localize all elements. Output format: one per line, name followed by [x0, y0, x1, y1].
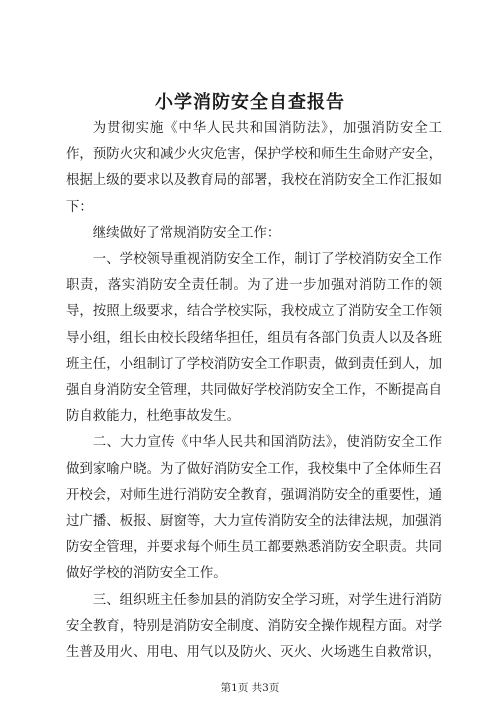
paragraph-intro: 为贯彻实施《中华人民共和国消防法》，加强消防安全工作，预防火灾和减少火灾危害，保护学校和师生生命财产安全，根据上级的要求以及教育局的部署，我校在消防安全工作汇报如下： [66, 121, 442, 215]
paragraph-summary: 继续做好了常规消防安全工作： [92, 225, 281, 241]
document-body [66, 116, 442, 666]
paragraph-section-1: 一、学校领导重视消防安全工作，制订了学校消防安全工作职责，落实消防安全责任制。为了进一步加强对消防工作的领导，按照上级要求，结合学校实际，我校成立了消防安全工作领导小组，组长由校长段绪华担任，组员有各部门负责人以及各班班主任，小组制订了学校消防安全工作职责，做到责任到人，加强自身消防安全管理，共同做好学校消防安全工作，不断提高自防自救能力，杜绝事故发生。 [66, 252, 442, 425]
paragraph-section-2: 二、大力宣传《中华人民共和国消防法》，使消防安全工作做到家喻户晓。为了做好消防安全工作，我校集中了全体师生召开校会，对师生进行消防安全教育，强调消防安全的重要性，通过广播、板报、厨窗等，大力宣传消防安全的法律法规，加强消防安全管理，并要求每个师生员工都要熟悉消防安全职责。共同做好学校的消防安全工作。 [66, 435, 442, 582]
page-footer: 第1页 共3页 [220, 682, 280, 694]
page-title: 小学消防安全自查报告 [155, 92, 345, 113]
paragraph-section-3: 三、组织班主任参加县的消防安全学习班，对学生进行消防安全教育，特别是消防安全制度、消防安全操作规程方面。对学生普及用火、用电、用气以及防火、灭火、火场逃生自救常识， [66, 592, 442, 661]
